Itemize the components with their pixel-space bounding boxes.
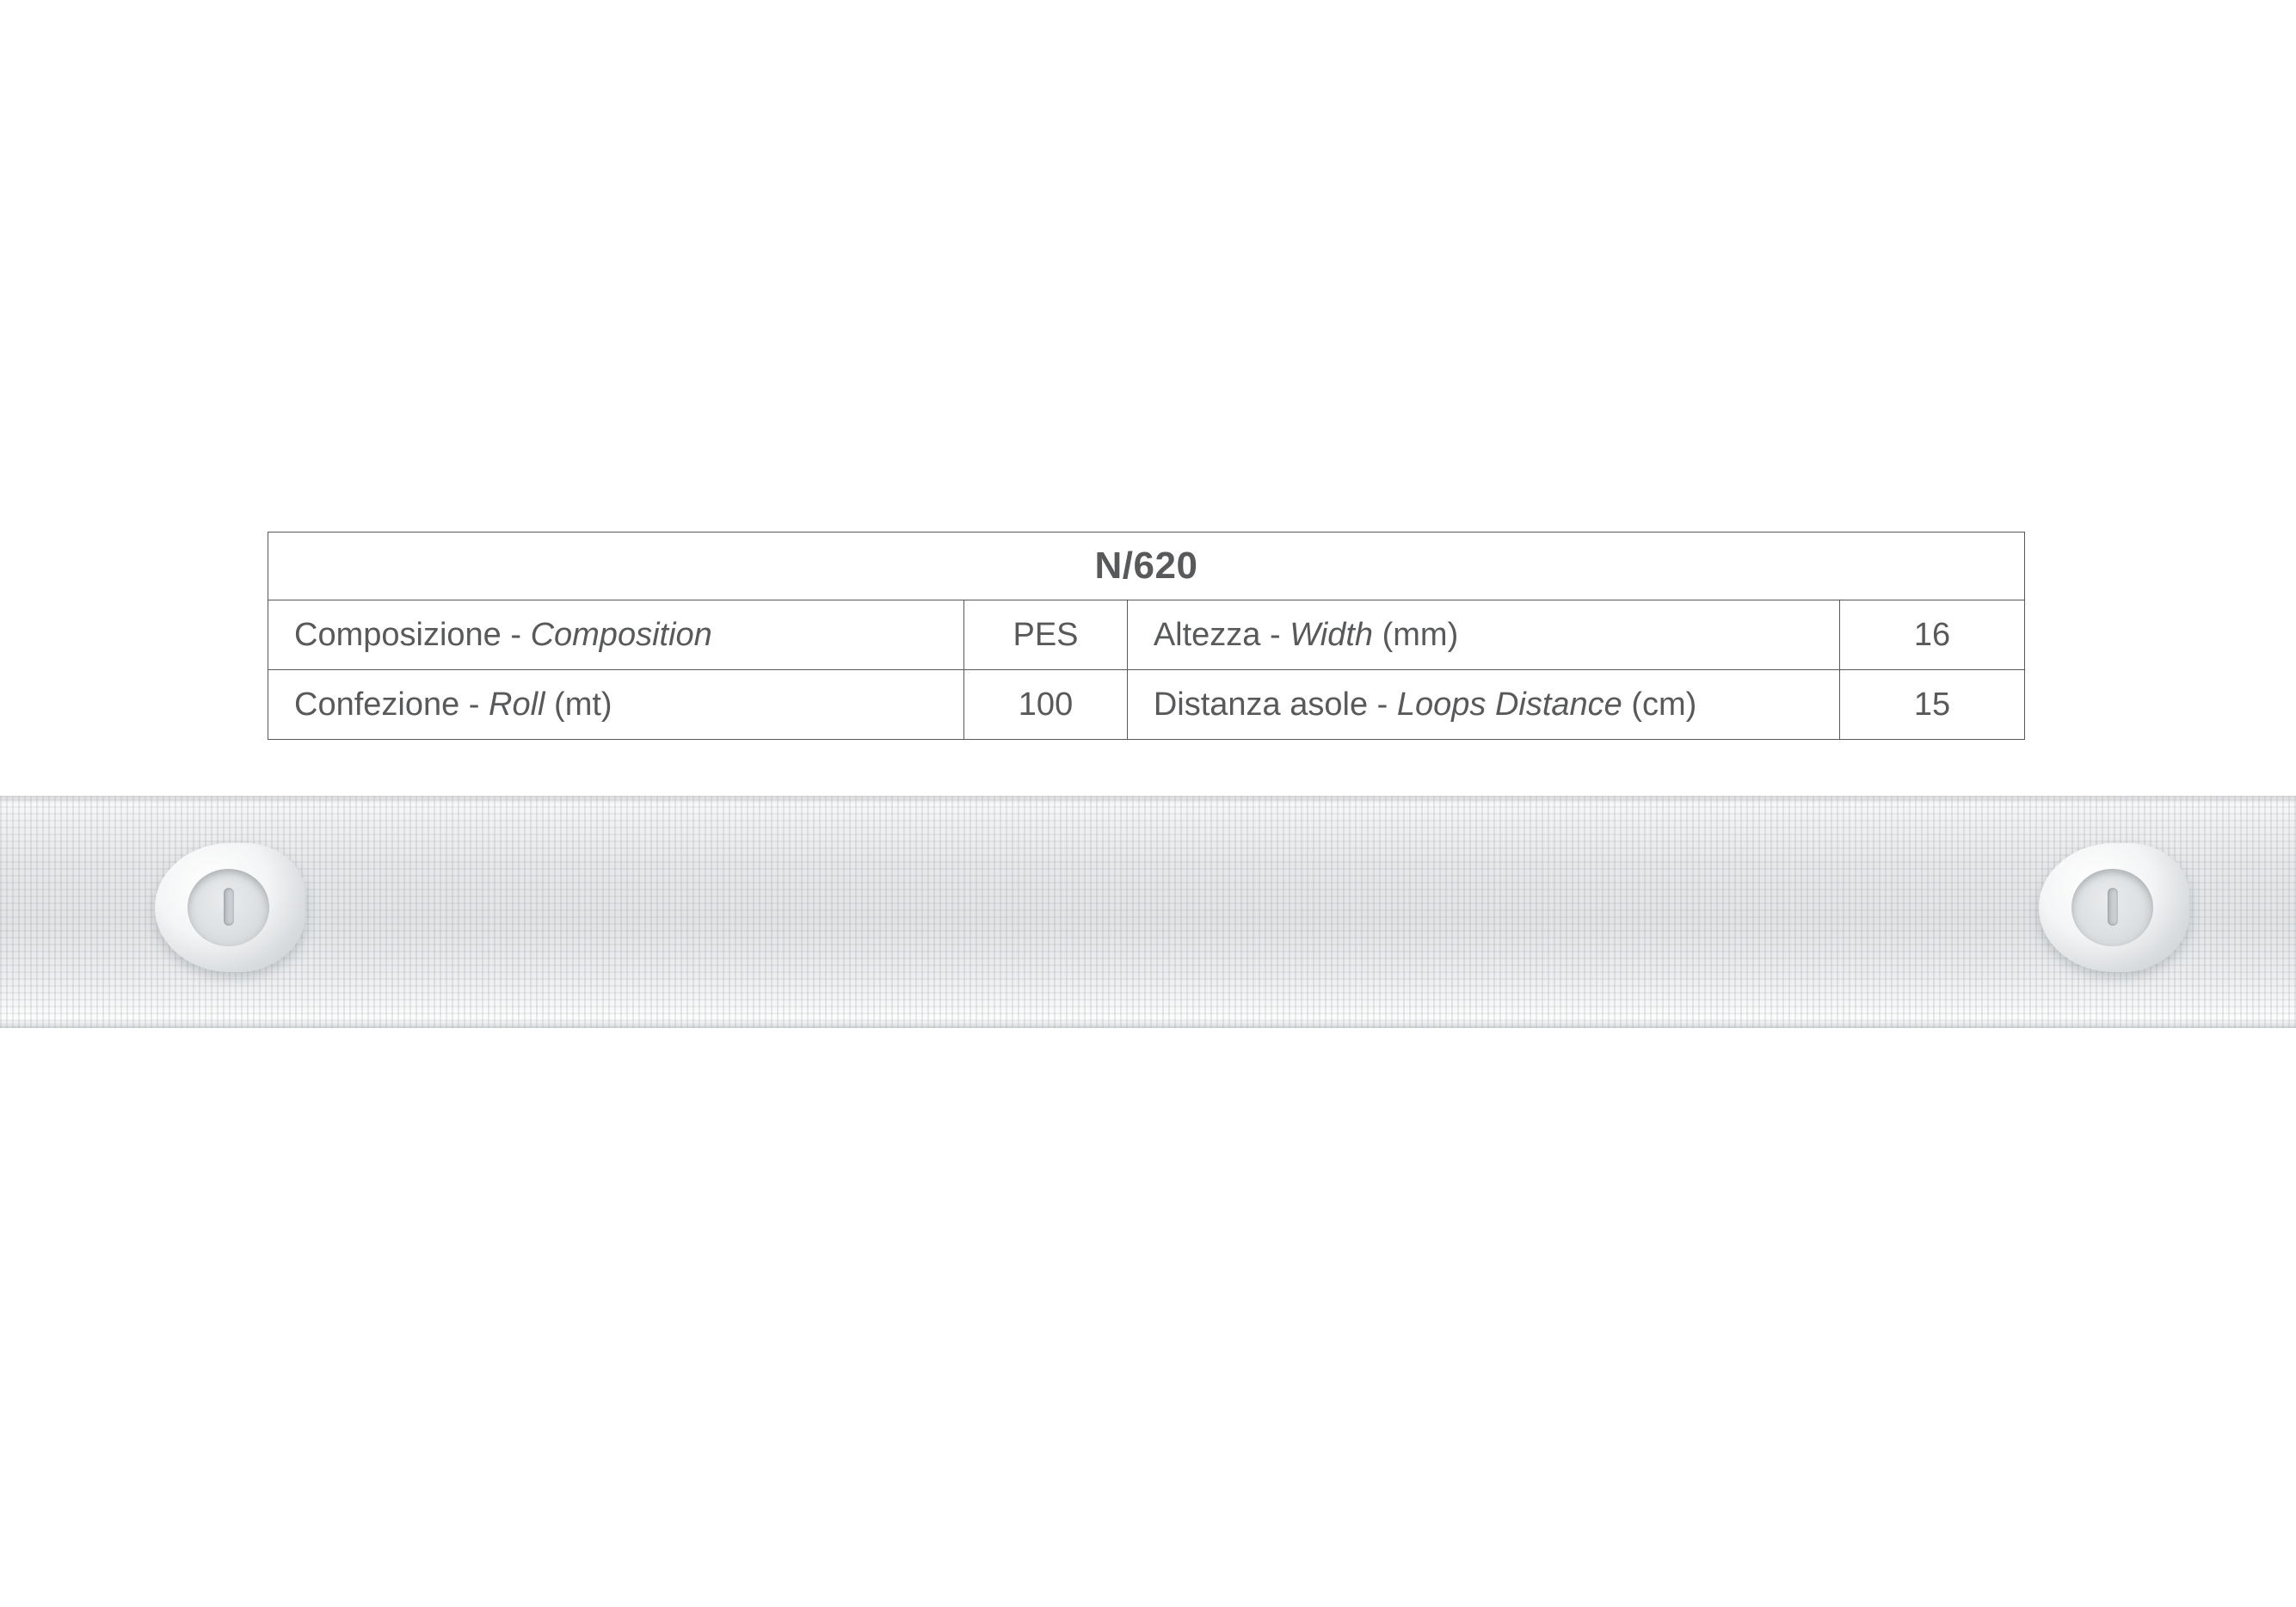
cell-width-value: 16 — [1839, 600, 2024, 670]
cell-width-label — [1127, 600, 1839, 670]
label-confezione: Confezione — [294, 686, 460, 723]
table-row — [268, 670, 2025, 740]
spec-table — [268, 532, 2025, 740]
label-roll: Roll — [489, 686, 545, 723]
eyelet-loop-icon — [155, 843, 305, 972]
label-altezza: Altezza — [1153, 616, 1261, 653]
eyelet-slit — [2108, 888, 2118, 926]
cell-loops-distance-label — [1127, 670, 1839, 740]
table-row — [268, 600, 2025, 670]
label-separator: - — [459, 686, 489, 723]
tape-strip — [0, 796, 2296, 1028]
label-separator: - — [501, 616, 531, 653]
tape-edge-top — [0, 796, 2296, 804]
cell-roll-value: 100 — [964, 670, 1128, 740]
label-distanza-asole: Distanza asole — [1153, 686, 1369, 723]
label-width: Width — [1290, 616, 1374, 653]
label-separator: - — [1260, 616, 1290, 653]
product-code-title: N/620 — [268, 533, 2025, 600]
label-separator: - — [1368, 686, 1397, 723]
table-row-title — [268, 533, 2025, 600]
label-loops-distance-unit: (cm) — [1622, 686, 1697, 723]
cell-composition-value: PES — [964, 600, 1128, 670]
cell-composition-label — [268, 600, 964, 670]
label-width-unit: (mm) — [1373, 616, 1459, 653]
cell-loops-distance-value: 15 — [1839, 670, 2024, 740]
label-composition: Composition — [530, 616, 712, 653]
product-photo — [0, 779, 2296, 1062]
product-spec-table — [268, 532, 2025, 740]
tape-edge-bottom — [0, 1019, 2296, 1028]
label-loops-distance: Loops Distance — [1396, 686, 1622, 723]
label-composizione: Composizione — [294, 616, 502, 653]
label-roll-unit: (mt) — [545, 686, 612, 723]
cell-roll-label — [268, 670, 964, 740]
eyelet-slit — [224, 888, 234, 926]
eyelet-loop-icon — [2039, 843, 2189, 972]
